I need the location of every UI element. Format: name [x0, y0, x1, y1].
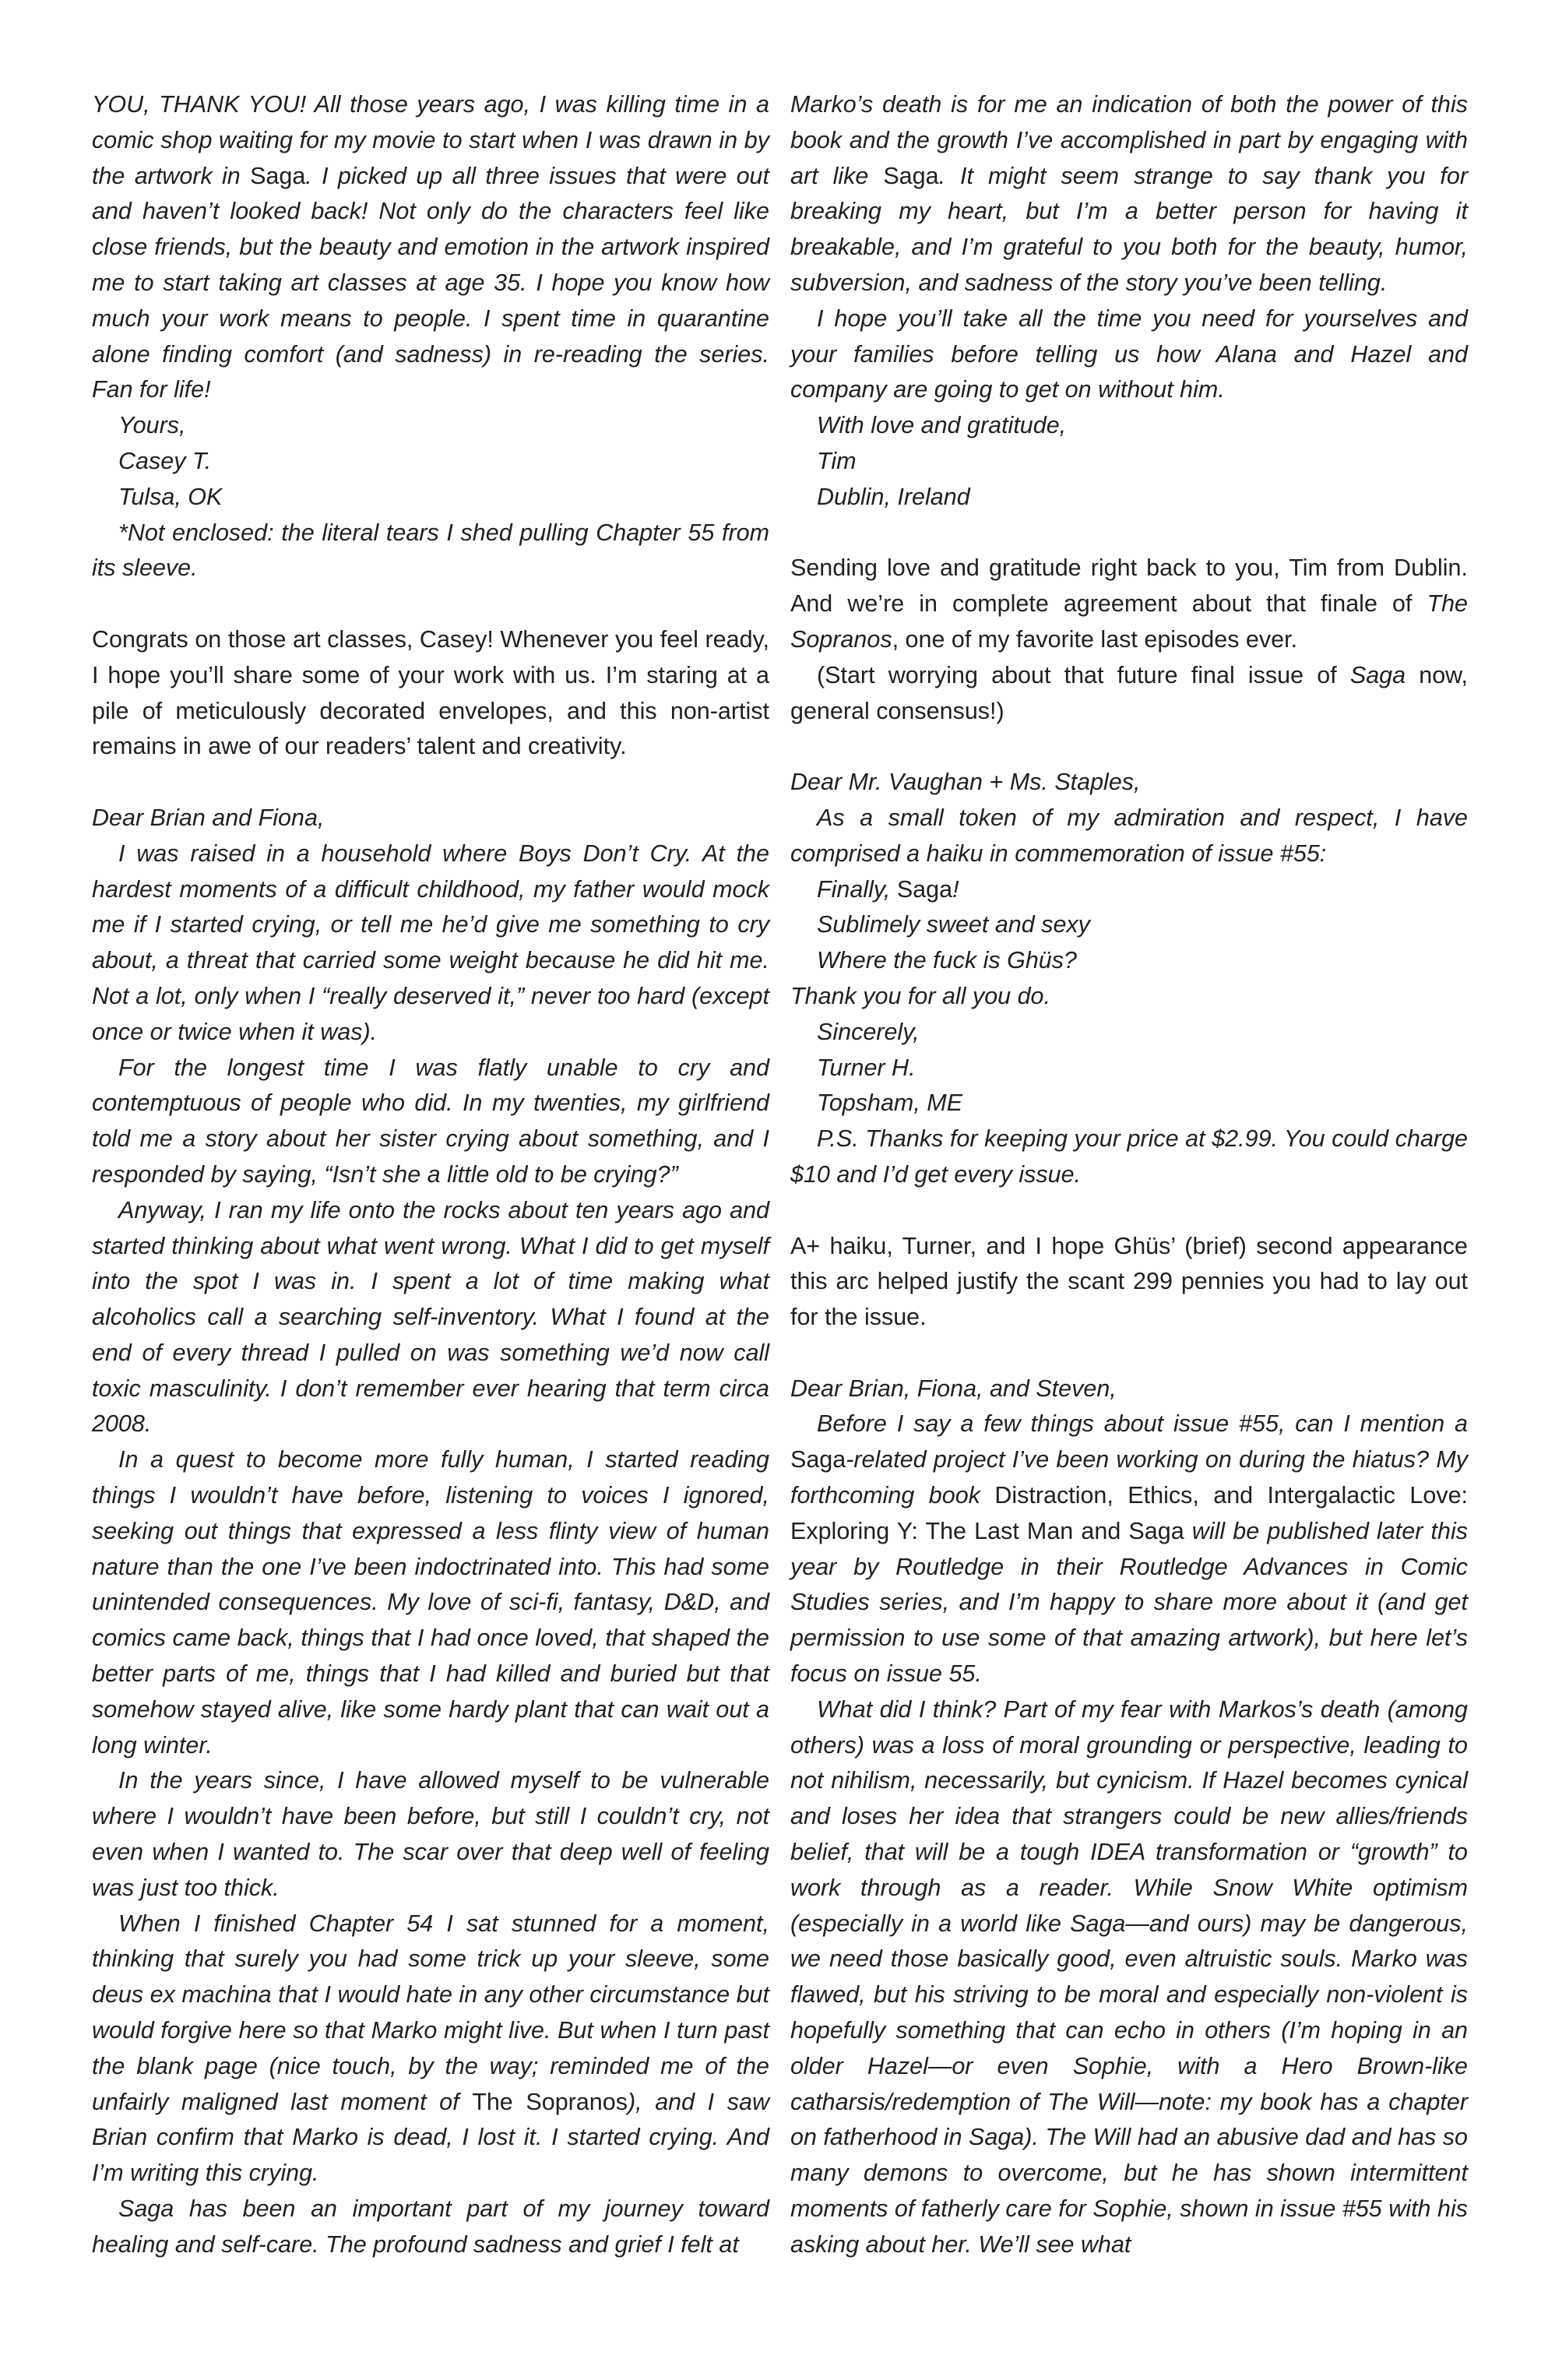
- letter-paragraph: Marko’s death is for me an indication of both the power of this book and the growth I’ve accomplished in part by engaging with art like Saga. It might seem strange to say thank you for breaking my heart, but I’m a better person for having it breakable, and I’m grateful to you both for the beauty, humor, subversion, and sadness of the story you’ve been telling.: [790, 91, 1468, 296]
- letter-signature: Turner H.: [817, 1054, 916, 1081]
- letter-paragraph: When I finished Chapter 54 I sat stunned for a moment, thinking that surely you had some trick up your sleeve, some deus ex machina that I would hate in any other circumstance but would forgive here so that Marko might live. But when I turn past the blank page (nice touch, by the way; reminded me of the unfairly maligned last moment of The Sopranos), and I saw Brian confirm that Marko is dead, I lost it. I started crying. And I’m writing this crying.: [92, 1910, 770, 2187]
- letter-tim-continued: [790, 87, 1468, 516]
- letter-paragraph: I hope you’ll take all the time you need for yourselves and your families before telling us how Alana and Hazel and company are going to get on without him.: [790, 305, 1468, 403]
- reply-paragraph: (Start worrying about that future final issue of Saga now, general consensus!): [790, 661, 1468, 724]
- left-column: [92, 87, 769, 2263]
- editor-reply: A+ haiku, Turner, and I hope Ghüs’ (brief) second appearance this arc helped justify the scant 299 pennies you had to lay out for the issue.: [790, 1232, 1468, 1331]
- letter-paragraph: Before I say a few things about issue #55, can I mention a Saga-related project I’ve been working on during the hiatus? My forthcoming book Distraction, Ethics, and Intergalactic Love: Exploring Y: The Last Man and Saga will be published later this year by Routledge in their Routledge Advances in Comic Studies series, and I’m happy to share more about it (and get permission to use some of that amazing artwork), but here let’s focus on issue 55.: [790, 1410, 1469, 1688]
- letter-salutation: Dear Brian, Fiona, and Steven,: [790, 1375, 1117, 1402]
- letter-ps: P.S. Thanks for keeping your price at $2.99. You could charge $10 and I’d get every issue.: [790, 1125, 1468, 1188]
- letter-salutation: Dear Brian and Fiona,: [92, 804, 325, 831]
- letter-location: Tulsa, OK: [118, 483, 223, 510]
- letter-paragraph: As a small token of my admiration and respect, I have comprised a haiku in commemoration of issue #55:: [790, 804, 1468, 867]
- letter-location: Topsham, ME: [817, 1090, 963, 1117]
- letter-turner: [790, 765, 1468, 1193]
- letter-closing: With love and gratitude,: [817, 412, 1067, 439]
- letter-paragraph: I was raised in a household where Boys Don’t Cry. At the hardest moments of a difficult childhood, my father would mock me if I started crying, or tell me he’d give me something to cry about, a threat that carried some weight because he did hit me. Not a lot, only when I “really deserved it,” never too hard (except once or twice when it was).: [92, 840, 769, 1045]
- letter-ps: *Not enclosed: the literal tears I shed pulling Chapter 55 from its sleeve.: [92, 519, 769, 582]
- letter-closing: Sincerely,: [817, 1018, 920, 1045]
- letter-steven: [790, 1371, 1468, 2263]
- letter-paragraph: Anyway, I ran my life onto the rocks about ten years ago and started thinking about what went wrong. What I did to get myself into the spot I was in. I spent a lot of time making what alcoholics call a searching self-inventory. What I found at the end of every thread I pulled on was something we’d now call toxic masculinity. I don’t remember ever hearing that term circa 2008.: [92, 1196, 769, 1438]
- letter-signature: Tim: [817, 447, 857, 474]
- reply-paragraph: Sending love and gratitude right back to you, Tim from Dublin. And we’re in complete agreement about that finale of The Sopranos, one of my favorite last episodes ever.: [790, 555, 1468, 653]
- letter-paragraph: In a quest to become more fully human, I started reading things I wouldn’t have before, listening to voices I ignored, seeking out things that expressed a less flinty view of human nature than the one I’ve been indoctrinated into. This had some unintended consequences. My love of sci-fi, fantasy, D&D, and comics came back, things that I had once loved, that shaped the better parts of me, things that I had killed and buried but that somehow stayed alive, like some hardy plant that can wait out a long winter.: [92, 1446, 769, 1759]
- letter-second: [92, 801, 769, 2263]
- right-column: [790, 87, 1468, 2263]
- letter-paragraph: For the longest time I was flatly unable to cry and contemptuous of people who did. In my twenties, my girlfriend told me a story about her sister crying about something, and I responded by saying, “Isn’t she a little old to be crying?”: [92, 1054, 769, 1188]
- haiku-line: Where the fuck is Ghüs?: [817, 947, 1077, 974]
- editor-reply: Congrats on those art classes, Casey! Whenever you feel ready, I hope you’ll share some of your work with us. I’m staring at a pile of meticulously decorated envelopes, and this non-artist remains in awe of our readers’ talent and creativity.: [92, 625, 769, 760]
- letter-paragraph: Saga has been an important part of my journey toward healing and self-care. The profound sadness and grief I felt at: [92, 2195, 769, 2258]
- letter-signature: Casey T.: [118, 447, 212, 474]
- letter-thanks: Thank you for all you do.: [790, 982, 1050, 1009]
- haiku-line: Finally, Saga!: [817, 875, 959, 903]
- letter-paragraph: What did I think? Part of my fear with Markos’s death (among others) was a loss of moral grounding or perspective, leading to not nihilism, necessarily, but cynicism. If Hazel becomes cynical and loses her idea that strangers could be new allies/friends belief, that will be a tough IDEA transformation or “growth” to work through as a reader. While Snow White optimism (especially in a world like Saga—and ours) may be dangerous, we need those basically good, even altruistic souls. Marko was flawed, but his striving to be moral and especially non-violent is hopefully something that can echo in others (I’m hoping in an older Hazel—or even Sophie, with a Hero Brown-like catharsis/redemption of The Will—note: my book has a chapter on fatherhood in Saga). The Will had an abusive dad and has so many demons to overcome, but he has shown intermittent moments of fatherly care for Sophie, shown in issue #55 with his asking about her. We’ll see what: [790, 1695, 1468, 2258]
- letter-location: Dublin, Ireland: [817, 483, 970, 510]
- letter-salutation: Dear Mr. Vaughan + Ms. Staples,: [790, 769, 1141, 796]
- letter-paragraph: In the years since, I have allowed myself to be vulnerable where I wouldn’t have been before, but still I couldn’t cry, not even when I wanted to. The scar over that deep well of feeling was just too thick.: [92, 1767, 769, 1901]
- haiku-line: Sublimely sweet and sexy: [817, 911, 1090, 938]
- letter-casey: [92, 87, 769, 586]
- letter-body: YOU, THANK YOU! All those years ago, I was killing time in a comic shop waiting for my movie to start when I was drawn in by the artwork in Saga. I picked up all three issues that were out and haven’t looked back! Not only do the characters feel like close friends, but the beauty and emotion in the artwork inspired me to start taking art classes at age 35. I hope you know how much your work means to people. I spent time in quarantine alone finding comfort (and sadness) in re-reading the series. Fan for life!: [92, 91, 769, 403]
- letter-closing: Yours,: [118, 412, 186, 439]
- editor-reply: [790, 551, 1468, 729]
